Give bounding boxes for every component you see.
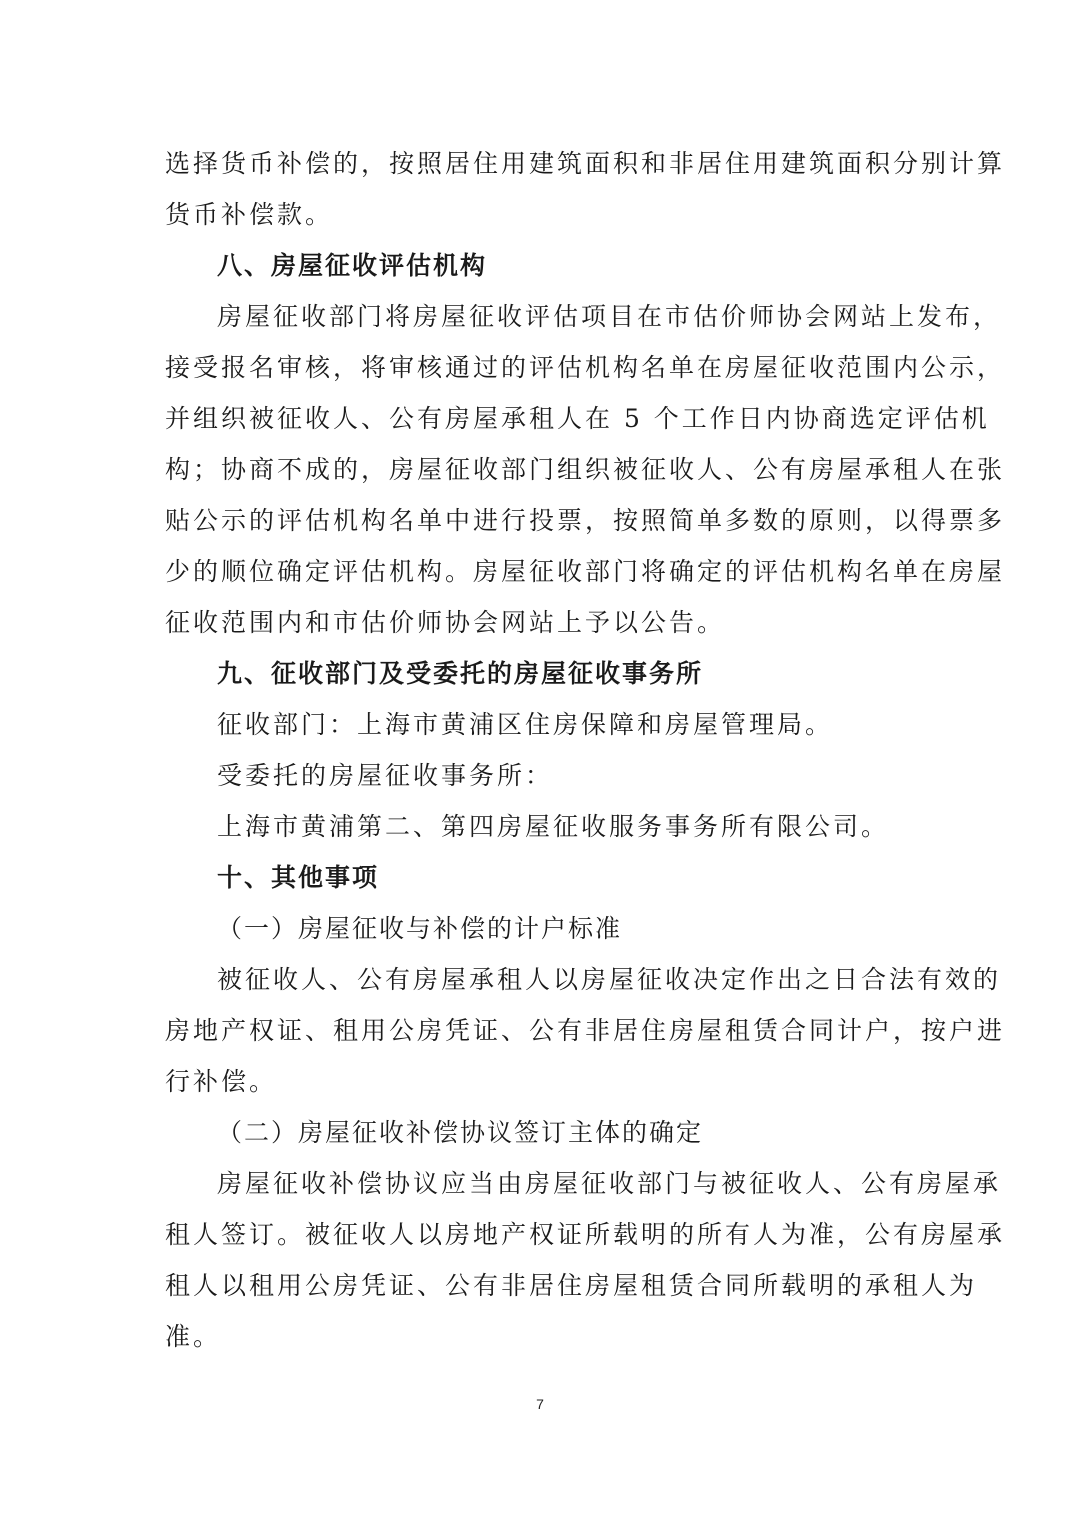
section-heading-9: 九、征收部门及受委托的房屋征收事务所 bbox=[217, 659, 704, 688]
paragraph-line: 征收部门：上海市黄浦区住房保障和房屋管理局。 bbox=[217, 710, 834, 739]
paragraph-line: 征收范围内和市估价师协会网站上予以公告。 bbox=[165, 608, 726, 637]
paragraph-line: 并组织被征收人、公有房屋承租人在 5 个工作日内协商选定评估机 bbox=[165, 404, 990, 433]
section-heading-10: 十、其他事项 bbox=[217, 863, 380, 892]
paragraph-line: 租人签订。被征收人以房地产权证所载明的所有人为准，公有房屋承 bbox=[165, 1220, 1006, 1249]
paragraph-line: 上海市黄浦第二、第四房屋征收服务事务所有限公司。 bbox=[217, 812, 890, 841]
paragraph-line: 选择货币补偿的，按照居住用建筑面积和非居住用建筑面积分别计算 bbox=[165, 149, 1006, 178]
paragraph-line: 少的顺位确定评估机构。房屋征收部门将确定的评估机构名单在房屋 bbox=[165, 557, 1006, 586]
paragraph-line: 受委托的房屋征收事务所： bbox=[217, 761, 554, 790]
paragraph-line: 构；协商不成的，房屋征收部门组织被征收人、公有房屋承租人在张 bbox=[165, 455, 1006, 484]
paragraph-line: 房屋征收补偿协议应当由房屋征收部门与被征收人、公有房屋承 bbox=[217, 1169, 1002, 1198]
paragraph-line: 准。 bbox=[165, 1322, 222, 1351]
section-heading-8: 八、房屋征收评估机构 bbox=[217, 251, 488, 280]
subsection-heading-1: （一）房屋征收与补偿的计户标准 bbox=[217, 914, 623, 943]
paragraph-line: 被征收人、公有房屋承租人以房屋征收决定作出之日合法有效的 bbox=[217, 965, 1002, 994]
paragraph-line: 租人以租用公房凭证、公有非居住房屋租赁合同所载明的承租人为 bbox=[165, 1271, 978, 1300]
paragraph-line: 房地产权证、租用公房凭证、公有非居住房屋租赁合同计户，按户进 bbox=[165, 1016, 1006, 1045]
paragraph-line: 货币补偿款。 bbox=[165, 200, 334, 229]
document-body bbox=[165, 138, 1006, 1362]
paragraph-line: 接受报名审核，将审核通过的评估机构名单在房屋征收范围内公示， bbox=[165, 353, 1006, 382]
paragraph-line: 行补偿。 bbox=[165, 1067, 278, 1096]
paragraph-line: 贴公示的评估机构名单中进行投票，按照简单多数的原则，以得票多 bbox=[165, 506, 1006, 535]
paragraph-line: 房屋征收部门将房屋征收评估项目在市估价师协会网站上发布， bbox=[217, 302, 1002, 331]
page-number: 7 bbox=[536, 1396, 544, 1412]
subsection-heading-2: （二）房屋征收补偿协议签订主体的确定 bbox=[217, 1118, 704, 1147]
